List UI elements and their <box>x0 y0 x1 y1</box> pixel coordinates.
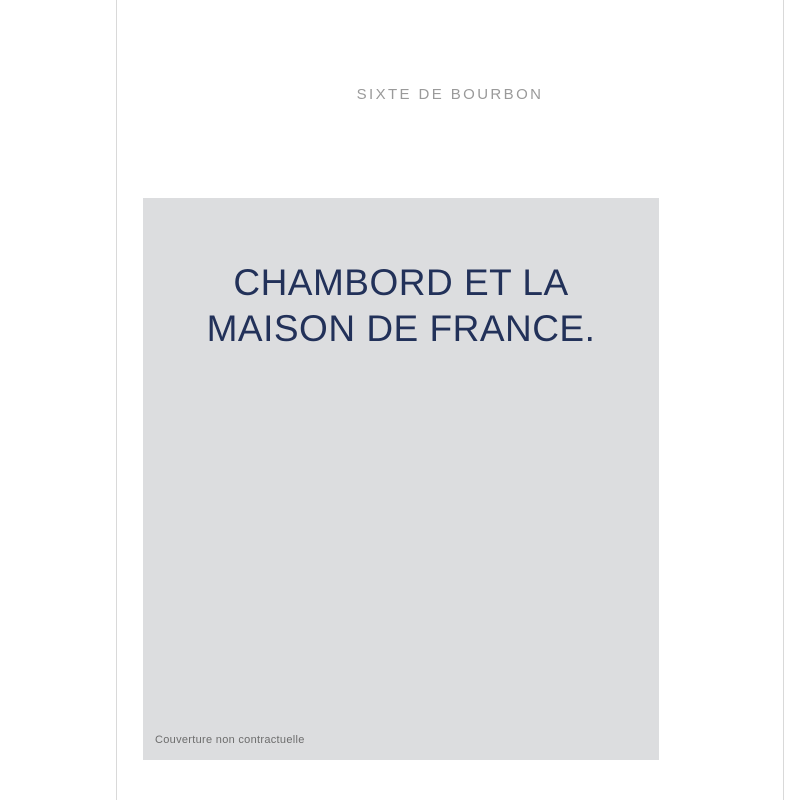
cover-disclaimer-note: Couverture non contractuelle <box>155 734 305 746</box>
cover-author: SIXTE DE BOURBON <box>356 86 544 103</box>
cover-title-line-2: MAISON DE FRANCE. <box>206 308 596 349</box>
cover-title <box>143 260 659 352</box>
cover-illustration-placeholder <box>143 198 659 760</box>
cover-title-line-1: CHAMBORD ET LA <box>233 262 569 303</box>
book-cover-sheet <box>116 0 784 800</box>
